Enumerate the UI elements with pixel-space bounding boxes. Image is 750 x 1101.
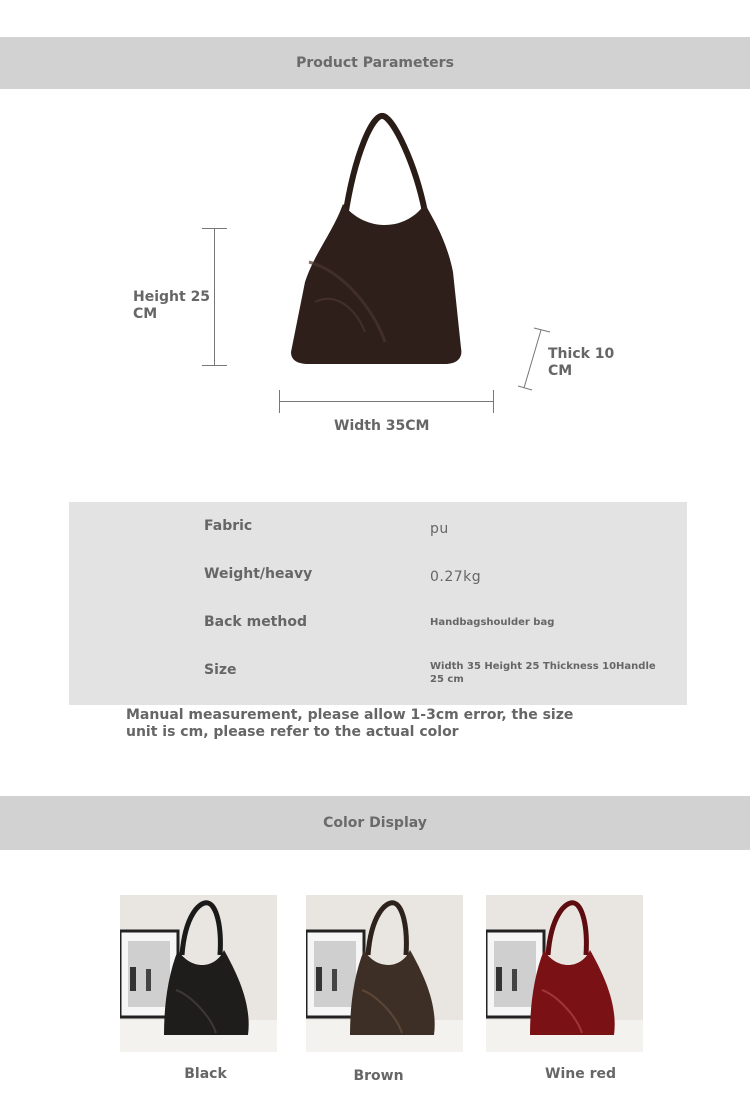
color-label-wine-red: Wine red <box>545 1066 616 1082</box>
height-cap-bottom <box>202 365 227 366</box>
bag-photo-wine-red <box>486 895 643 1052</box>
height-cap-top <box>202 228 227 229</box>
bag-photo-black <box>120 895 277 1052</box>
param-value: Width 35 Height 25 Thickness 10Handle 25 cm <box>430 661 656 685</box>
product-parameters-banner <box>0 37 750 89</box>
width-dimension-line <box>279 401 494 402</box>
bag-product-image <box>285 112 467 368</box>
width-cap-left <box>279 390 280 413</box>
param-value: Handbagshoulder bag <box>430 617 555 628</box>
width-cap-right <box>493 390 494 413</box>
bag-photo-brown <box>306 895 463 1052</box>
param-row-back-method <box>69 614 687 662</box>
param-value: 0.27kg <box>430 569 482 585</box>
parameter-table <box>69 502 687 705</box>
color-display-banner <box>0 796 750 850</box>
thickness-label: Thick 10 CM <box>548 346 615 379</box>
param-key: Weight/heavy <box>204 566 313 582</box>
height-dimension-line <box>214 228 215 366</box>
param-key: Fabric <box>204 518 253 534</box>
section-title: Color Display <box>323 815 427 831</box>
color-swatch-black[interactable] <box>120 895 277 1052</box>
width-label: Width 35CM <box>334 418 430 434</box>
measurement-note: Manual measurement, please allow 1-3cm error, the size unit is cm, please refer to the actual color <box>126 707 574 740</box>
param-row-size <box>69 662 687 710</box>
section-title: Product Parameters <box>296 55 454 71</box>
color-label-brown: Brown <box>353 1068 404 1084</box>
param-key: Back method <box>204 614 307 630</box>
param-value: pu <box>430 521 449 537</box>
color-label-black: Black <box>184 1066 227 1082</box>
param-row-fabric <box>69 518 687 566</box>
param-row-weight <box>69 566 687 614</box>
color-swatch-brown[interactable] <box>306 895 463 1052</box>
param-key: Size <box>204 662 237 678</box>
height-label: Height 25 CM <box>133 289 211 322</box>
color-swatch-wine-red[interactable] <box>486 895 643 1052</box>
